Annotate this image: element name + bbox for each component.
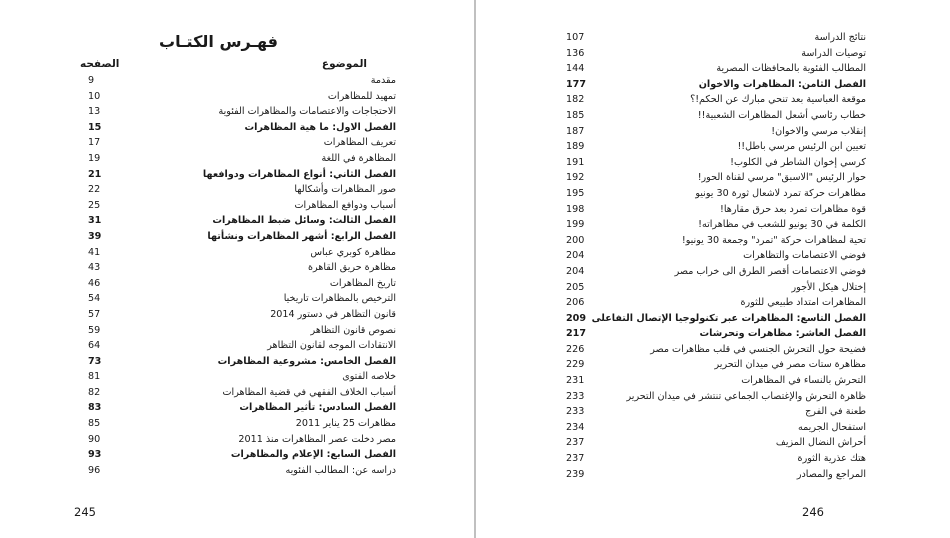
- toc-topic: مصر دخلت عصر المظاهرات منذ 2011: [238, 433, 396, 445]
- toc-topic: التحرش بالنساء في المظاهرات: [741, 375, 866, 387]
- toc-entry: [566, 389, 866, 405]
- toc-page-number: 54: [88, 293, 101, 305]
- toc-entry: [76, 307, 396, 323]
- toc-page-number: 85: [88, 418, 101, 430]
- toc-entry: [76, 198, 396, 214]
- toc-entry: [566, 295, 866, 311]
- toc-topic: الاحتجاجات والاعتصامات والمظاهرات الفئوية: [218, 106, 396, 118]
- toc-page-number: 43: [88, 262, 101, 274]
- toc-page-number: 237: [566, 437, 585, 449]
- toc-entry: [76, 276, 396, 292]
- toc-entry: [566, 280, 866, 296]
- toc-entry: [566, 326, 866, 342]
- toc-entry: [76, 89, 396, 105]
- toc-entry: [566, 155, 866, 171]
- toc-topic: نصوص قانون التظاهر: [310, 324, 396, 336]
- toc-entry: [76, 73, 396, 89]
- toc-topic: الانتقادات الموجه لقانون التظاهر: [267, 340, 396, 352]
- toc-topic: المراجع والمصادر: [796, 468, 866, 480]
- toc-entry: [76, 120, 396, 136]
- toc-page-number: 239: [566, 468, 585, 480]
- toc-topic: تعيين ابن الرئيس مرسي باطل!!: [737, 141, 866, 153]
- toc-topic: مظاهرات 25 يناير 2011: [295, 418, 396, 430]
- toc-entry: [76, 323, 396, 339]
- toc-entry: [76, 463, 396, 479]
- toc-page-number: 187: [566, 125, 585, 137]
- toc-entry: [566, 30, 866, 46]
- toc-topic: الترخيص بالمظاهرات تاريخيا: [283, 293, 396, 305]
- toc-entry: [76, 432, 396, 448]
- toc-page-number: 237: [566, 453, 585, 465]
- page-column-header: الصفحه: [80, 58, 120, 70]
- toc-topic: خطاب رئاسي أشعل المظاهرات الشعبية!!: [697, 109, 866, 121]
- toc-entry: [566, 451, 866, 467]
- toc-page-number: 17: [88, 137, 101, 149]
- toc-page-number: 226: [566, 343, 585, 355]
- chapter-heading: الفصل الخامس: مشروعية المظاهرات: [217, 355, 396, 367]
- toc-topic: تمهيد للمظاهرات: [327, 90, 396, 102]
- toc-topic: إختلال هيكل الأجور: [791, 281, 866, 293]
- toc-entry: [76, 354, 396, 370]
- toc-page-number: 233: [566, 406, 585, 418]
- toc-page-number: 81: [88, 371, 101, 383]
- toc-entry: [76, 151, 396, 167]
- toc-entry: [76, 416, 396, 432]
- toc-entry: [76, 182, 396, 198]
- chapter-heading: الفصل الثاني: أنواع المظاهرات ودوافعها: [202, 168, 396, 180]
- toc-entry: [566, 186, 866, 202]
- toc-page-number: 233: [566, 390, 585, 402]
- toc-entry: [566, 248, 866, 264]
- toc-page-number: 90: [88, 433, 101, 445]
- toc-page-number: 182: [566, 94, 585, 106]
- toc-page-number: 41: [88, 246, 101, 258]
- toc-topic: مقدمة: [370, 75, 396, 86]
- toc-entry: [566, 420, 866, 436]
- toc-entry: [566, 264, 866, 280]
- right-toc-list: [566, 30, 866, 482]
- toc-entry: [76, 385, 396, 401]
- toc-topic: مظاهرة ستات مصر في ميدان التحرير: [714, 359, 866, 371]
- toc-topic: المظاهرة في اللغة: [321, 152, 396, 164]
- toc-page-number: 19: [88, 152, 101, 164]
- toc-page-number: 192: [566, 172, 585, 184]
- topic-column-header: الموضوع: [321, 58, 367, 70]
- toc-page-number: 189: [566, 141, 585, 153]
- right-page: [476, 0, 950, 538]
- toc-page-number: 209: [566, 312, 587, 324]
- toc-topic: نتائج الدراسة: [814, 32, 866, 43]
- toc-topic: المطالب الفئوية بالمحافظات المصرية: [716, 63, 866, 75]
- toc-page-number: 59: [88, 324, 101, 336]
- toc-page-number: 198: [566, 203, 585, 215]
- toc-entry: [566, 373, 866, 389]
- toc-page-number: 57: [88, 308, 101, 320]
- chapter-heading: الفصل الثالث: وسائل ضبط المظاهرات: [212, 215, 396, 227]
- toc-topic: حوار الرئيس "الاسبق" مرسي لقناة الحور!: [697, 172, 866, 184]
- toc-entry: [566, 311, 866, 327]
- toc-entry: [566, 233, 866, 249]
- toc-page-number: 199: [566, 219, 585, 231]
- toc-page-number: 10: [88, 90, 101, 102]
- toc-entry: [76, 291, 396, 307]
- toc-entry: [76, 260, 396, 276]
- toc-entry: [566, 357, 866, 373]
- toc-page-number: 83: [88, 402, 102, 414]
- toc-topic: كرسي إخوان الشاطر في الكلوب!: [730, 156, 866, 168]
- toc-entry: [566, 124, 866, 140]
- toc-entry: [76, 447, 396, 463]
- toc-topic: تحية لمظاهرات حركة "تمرد" وجمعة 30 يونيو!: [681, 234, 866, 246]
- toc-page-number: 39: [88, 230, 102, 242]
- toc-entry: [566, 46, 866, 62]
- right-page-number: 246: [802, 505, 824, 519]
- toc-page-number: 31: [88, 215, 102, 227]
- toc-page-number: 205: [566, 281, 585, 293]
- toc-page-number: 177: [566, 78, 587, 90]
- toc-entry: [76, 245, 396, 261]
- toc-topic: قانون التظاهر في دستور 2014: [270, 308, 396, 320]
- chapter-heading: الفصل الثامن: المظاهرات والاخوان: [698, 78, 866, 90]
- chapter-heading: الفصل الاول: ما هية المظاهرات: [244, 121, 396, 133]
- toc-topic: تعريف المظاهرات: [323, 137, 396, 149]
- toc-topic: طعنة في الفرج: [805, 406, 866, 418]
- toc-entry: [566, 61, 866, 77]
- toc-entry: [566, 108, 866, 124]
- toc-entry: [76, 338, 396, 354]
- left-page: [0, 0, 474, 538]
- toc-page-number: 217: [566, 328, 587, 340]
- toc-entry: [566, 139, 866, 155]
- toc-page-number: 191: [566, 156, 585, 168]
- toc-page-number: 204: [566, 250, 585, 262]
- toc-page-number: 25: [88, 199, 101, 211]
- toc-page-number: 229: [566, 359, 585, 371]
- toc-topic: فوضي الاعتصامات أقصر الطرق الى خراب مصر: [674, 265, 866, 277]
- toc-page-number: 13: [88, 106, 101, 118]
- toc-entry: [76, 135, 396, 151]
- toc-topic: دراسه عن: المطالب الفئويه: [285, 464, 396, 476]
- toc-page-number: 9: [88, 75, 95, 86]
- toc-page-number: 96: [88, 464, 101, 476]
- toc-topic: فوضي الاعتصامات والتظاهرات: [743, 250, 866, 262]
- chapter-heading: الفصل السادس: تأثير المظاهرات: [239, 402, 396, 414]
- left-page-number: 245: [74, 505, 96, 519]
- toc-page-number: 15: [88, 121, 102, 133]
- toc-topic: مظاهرة حريق القاهرة: [307, 262, 396, 274]
- toc-topic: توصيات الدراسة: [801, 47, 866, 59]
- toc-topic: أحراش النضال المزيف: [775, 437, 866, 449]
- toc-page-number: 46: [88, 277, 101, 289]
- toc-page-number: 64: [88, 340, 101, 352]
- left-toc-list: [76, 73, 396, 478]
- toc-entry: [566, 404, 866, 420]
- toc-topic: تاريخ المظاهرات: [329, 277, 396, 289]
- toc-entry: [566, 92, 866, 108]
- toc-page-number: 21: [88, 168, 102, 180]
- toc-page-number: 73: [88, 355, 102, 367]
- toc-page-number: 107: [566, 32, 585, 43]
- toc-topic: مظاهرة كوبري عباس: [310, 246, 396, 258]
- toc-topic: استفحال الجريمه: [797, 421, 866, 433]
- toc-topic: ظاهرة التحرش والإغتصاب الجماعي تنتشر في ميدان التحرير: [626, 390, 866, 402]
- toc-topic: فضيحة حول التحرش الجنسي في قلب مظاهرات مصر: [650, 343, 866, 355]
- chapter-heading: الفصل العاشر: مظاهرات وتحرشات: [699, 328, 866, 340]
- toc-page-number: 204: [566, 265, 585, 277]
- toc-page-number: 231: [566, 375, 585, 387]
- toc-entry: [566, 435, 866, 451]
- toc-topic: أسباب الخلاف الفقهي في قضية المظاهرات: [222, 386, 396, 398]
- toc-page-number: 206: [566, 297, 585, 309]
- chapter-heading: الفصل السابع: الإعلام والمظاهرات: [230, 449, 396, 461]
- toc-page-number: 234: [566, 421, 585, 433]
- toc-topic: هتك عذرية الثورة: [797, 453, 866, 465]
- toc-entry: [76, 369, 396, 385]
- toc-topic: الكلمة في 30 يونيو للشعب في مظاهراته!: [698, 219, 866, 231]
- chapter-heading: الفصل التاسع: المظاهرات عبر تكنولوجيا الإتصال التفاعلى: [591, 312, 866, 324]
- toc-topic: قوة مظاهرات تمرد بعد حرق مقارها!: [720, 203, 866, 215]
- toc-page-number: 144: [566, 63, 585, 75]
- toc-page-number: 185: [566, 109, 585, 121]
- toc-entry: [566, 170, 866, 186]
- toc-topic: مظاهرات حركة تمرد لاشعال ثورة 30 يونيو: [695, 187, 866, 199]
- toc-topic: إنقلاب مرسي والاخوان!: [771, 125, 866, 137]
- toc-page-number: 22: [88, 184, 101, 196]
- toc-entry: [76, 213, 396, 229]
- index-title: فهـرس الكتـاب: [159, 32, 278, 51]
- toc-topic: خلاصه الفتوى: [342, 371, 396, 383]
- toc-page-number: 200: [566, 234, 585, 246]
- toc-page-number: 93: [88, 449, 102, 461]
- toc-entry: [566, 217, 866, 233]
- toc-entry: [76, 400, 396, 416]
- toc-topic: صور المظاهرات وأشكالها: [294, 184, 396, 196]
- toc-entry: [76, 229, 396, 245]
- toc-entry: [566, 77, 866, 93]
- toc-topic: المظاهرات امتداد طبيعي للثورة: [740, 297, 866, 309]
- toc-entry: [566, 467, 866, 483]
- toc-entry: [566, 342, 866, 358]
- toc-topic: موقعة العباسية بعد تنحي مبارك عن الحكم!؟: [690, 94, 866, 106]
- toc-page-number: 195: [566, 187, 585, 199]
- toc-entry: [76, 104, 396, 120]
- toc-entry: [566, 202, 866, 218]
- chapter-heading: الفصل الرابع: أشهر المظاهرات ونشأتها: [207, 230, 396, 242]
- toc-topic: أسباب ودوافع المظاهرات: [294, 199, 396, 211]
- toc-entry: [76, 167, 396, 183]
- toc-page-number: 136: [566, 47, 585, 59]
- toc-page-number: 82: [88, 386, 101, 398]
